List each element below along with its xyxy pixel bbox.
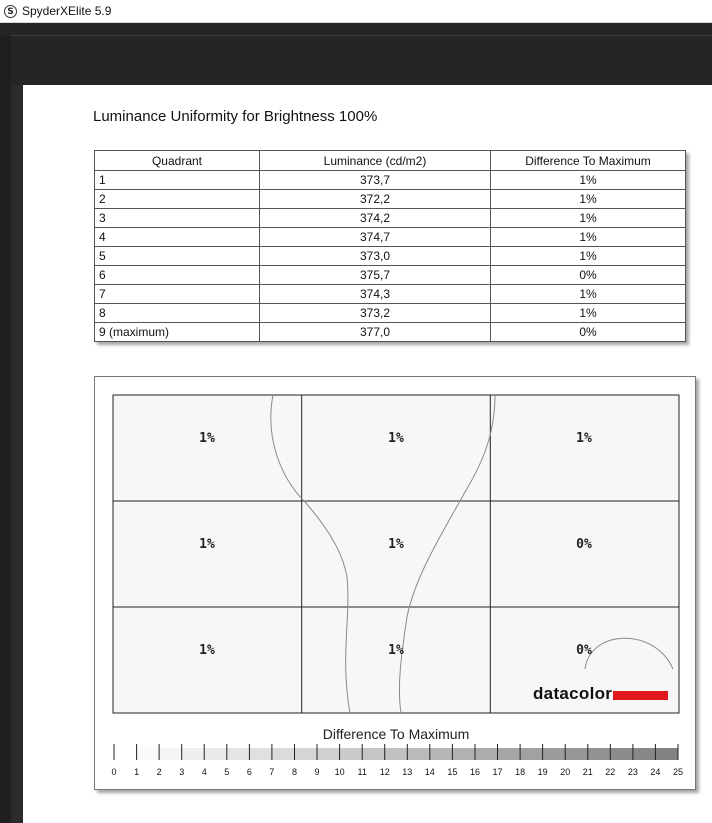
difference-cell: 1% [491, 285, 686, 304]
table-row [95, 323, 686, 342]
table-row [95, 190, 686, 209]
scale-label: 12 [379, 767, 390, 777]
table-row [95, 247, 686, 266]
difference-cell: 1% [491, 247, 686, 266]
cell-label-r3c3: 0% [576, 643, 592, 658]
luminance-cell: 374,7 [260, 228, 491, 247]
scale-label: 21 [582, 767, 593, 777]
luminance-cell: 373,0 [260, 247, 491, 266]
scale-segment [227, 748, 250, 760]
difference-scale [114, 744, 678, 760]
scale-label: 0 [111, 767, 117, 777]
scale-segment [655, 748, 678, 760]
title-bar [0, 0, 712, 23]
brand-bar [613, 691, 668, 700]
cell-label-r2c3: 0% [576, 537, 592, 552]
scale-segment [159, 748, 182, 760]
cell-label-r2c1: 1% [199, 537, 215, 552]
scale-label: 3 [179, 767, 185, 777]
scale-label: 17 [492, 767, 503, 777]
window-title: SpyderXElite 5.9 [22, 4, 112, 18]
cell-label-r2c2: 1% [388, 537, 404, 552]
difference-cell: 1% [491, 304, 686, 323]
quadrant-cell: 3 [95, 209, 260, 228]
cell-label-r3c1: 1% [199, 643, 215, 658]
luminance-cell: 374,2 [260, 209, 491, 228]
toolbar-area [0, 23, 712, 85]
difference-cell: 1% [491, 228, 686, 247]
scale-segment [475, 748, 498, 760]
difference-cell: 0% [491, 323, 686, 342]
table-row [95, 209, 686, 228]
scale-segment [114, 748, 137, 760]
difference-cell: 1% [491, 171, 686, 190]
spyder-app-icon: S [4, 5, 17, 18]
luminance-cell: 373,7 [260, 171, 491, 190]
quadrant-cell: 5 [95, 247, 260, 266]
quadrant-cell: 2 [95, 190, 260, 209]
luminance-cell: 377,0 [260, 323, 491, 342]
scale-label: 4 [201, 767, 207, 777]
scale-segment [137, 748, 160, 760]
table-row [95, 304, 686, 323]
report-title: Luminance Uniformity for Brightness 100% [93, 108, 378, 125]
difference-cell: 0% [491, 266, 686, 285]
luminance-cell: 372,2 [260, 190, 491, 209]
cell-label-r1c1: 1% [199, 431, 215, 446]
quadrant-cell: 8 [95, 304, 260, 323]
scale-segment [430, 748, 453, 760]
difference-cell: 1% [491, 190, 686, 209]
scale-segment [385, 748, 408, 760]
scale-label: 6 [246, 767, 252, 777]
scale-label: 8 [291, 767, 298, 777]
scale-label: 25 [672, 767, 684, 777]
scale-label: 18 [515, 767, 526, 777]
scale-label: 15 [447, 767, 458, 777]
difference-scale-labels [111, 767, 683, 777]
scale-segment [182, 748, 205, 760]
datacolor-logo [533, 684, 668, 704]
scale-label: 7 [269, 767, 275, 777]
scale-segment [272, 748, 295, 760]
scale-label: 19 [537, 767, 548, 777]
table-row [95, 285, 686, 304]
brand-name: datacolor [533, 684, 613, 703]
scale-label: 23 [627, 767, 638, 777]
scale-segment [452, 748, 475, 760]
scale-segment [520, 748, 543, 760]
scale-segment [543, 748, 566, 760]
column-header-quadrant: Quadrant [95, 151, 260, 171]
scale-segment [565, 748, 588, 760]
scale-label: 5 [224, 767, 230, 777]
quadrant-cell: 9 (maximum) [95, 323, 260, 342]
cell-label-r3c2: 1% [388, 643, 404, 658]
report-page [23, 85, 712, 823]
legend-title: Difference To Maximum [322, 726, 470, 742]
scale-label: 2 [156, 767, 162, 777]
scale-segment [407, 748, 430, 760]
scale-label: 9 [314, 767, 320, 777]
scale-label: 24 [650, 767, 661, 777]
toolbar-divider [0, 35, 712, 36]
left-panel-edge [0, 35, 11, 823]
scale-label: 1 [134, 767, 140, 777]
scale-label: 14 [424, 767, 435, 777]
scale-label: 11 [357, 767, 367, 777]
scale-label: 13 [402, 767, 413, 777]
scale-segment [204, 748, 227, 760]
uniformity-map [94, 376, 696, 790]
scale-segment [362, 748, 385, 760]
table-header-row [95, 151, 686, 171]
luminance-cell: 374,3 [260, 285, 491, 304]
uniformity-table [94, 150, 686, 342]
table-row [95, 228, 686, 247]
quadrant-cell: 4 [95, 228, 260, 247]
scale-segment [610, 748, 633, 760]
scale-label: 10 [334, 767, 345, 777]
cell-label-r1c2: 1% [388, 431, 404, 446]
scale-label: 22 [605, 767, 616, 777]
luminance-cell: 375,7 [260, 266, 491, 285]
cell-label-r1c3: 1% [576, 431, 592, 446]
difference-cell: 1% [491, 209, 686, 228]
quadrant-cell: 6 [95, 266, 260, 285]
scale-label: 20 [560, 767, 571, 777]
quadrant-cell: 7 [95, 285, 260, 304]
scale-segment [588, 748, 611, 760]
quadrant-cell: 1 [95, 171, 260, 190]
scale-segment [295, 748, 318, 760]
table-row [95, 171, 686, 190]
column-header-luminance: Luminance (cd/m2) [260, 151, 491, 171]
scale-label: 16 [469, 767, 481, 777]
scale-segment [633, 748, 656, 760]
scale-segment [249, 748, 272, 760]
luminance-cell: 373,2 [260, 304, 491, 323]
scale-segment [317, 748, 340, 760]
table-row [95, 266, 686, 285]
column-header-difference: Difference To Maximum [491, 151, 686, 171]
scale-segment [498, 748, 521, 760]
scale-segment [340, 748, 363, 760]
